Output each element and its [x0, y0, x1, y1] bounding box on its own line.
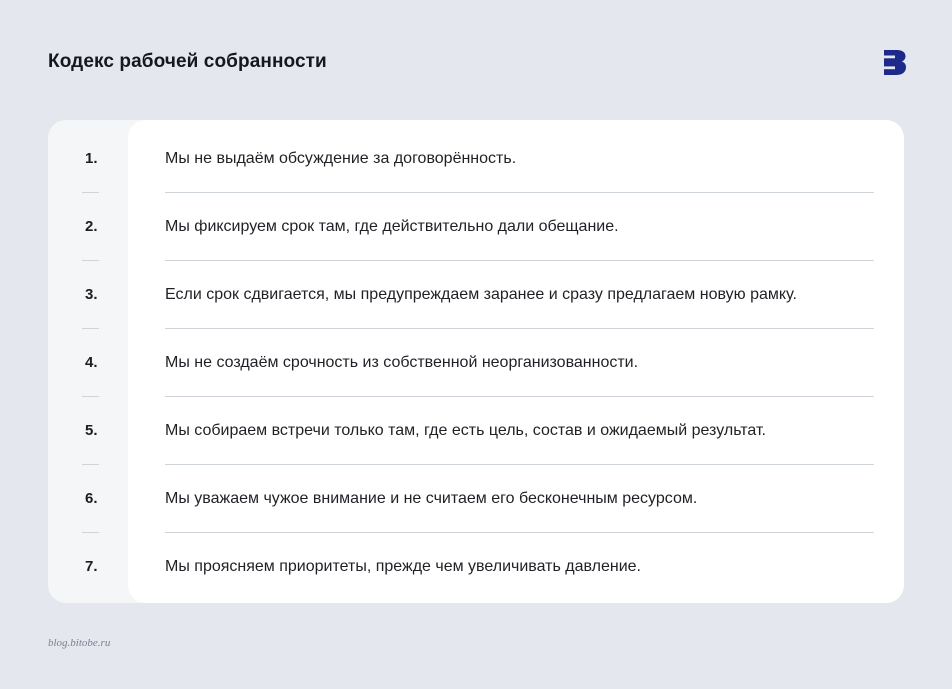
list-item	[48, 533, 904, 601]
item-text: Мы проясняем приоритеты, прежде чем увеличивать давление.	[165, 558, 641, 575]
brand-logo-icon	[884, 50, 906, 75]
item-number: 1.	[85, 150, 98, 167]
item-text: Мы не создаём срочность из собственной неорганизованности.	[165, 354, 639, 371]
list-item	[48, 261, 904, 329]
item-text: Мы собираем встречи только там, где есть цель, состав и ожидаемый результат.	[165, 422, 766, 439]
item-number: 6.	[85, 490, 98, 507]
item-number: 4.	[85, 354, 98, 371]
item-number: 5.	[85, 422, 98, 439]
list-item	[48, 465, 904, 533]
item-text: Мы уважаем чужое внимание и не считаем его бесконечным ресурсом.	[165, 490, 698, 507]
item-text: Мы фиксируем срок там, где действительно дали обещание.	[165, 218, 619, 235]
item-number: 3.	[85, 286, 98, 303]
source-caption: blog.bitobe.ru	[48, 637, 111, 649]
item-number: 7.	[85, 558, 98, 575]
list-item	[48, 329, 904, 397]
code-card	[48, 120, 904, 603]
page-title: Кодекс рабочей собранности	[48, 51, 327, 72]
item-text: Если срок сдвигается, мы предупреждаем заранее и сразу предлагаем новую рамку.	[165, 286, 797, 303]
item-number: 2.	[85, 218, 98, 235]
list-item	[48, 397, 904, 465]
code-list	[48, 125, 904, 601]
list-item	[48, 193, 904, 261]
list-item	[48, 125, 904, 193]
item-text: Мы не выдаём обсуждение за договорённость.	[165, 150, 517, 167]
